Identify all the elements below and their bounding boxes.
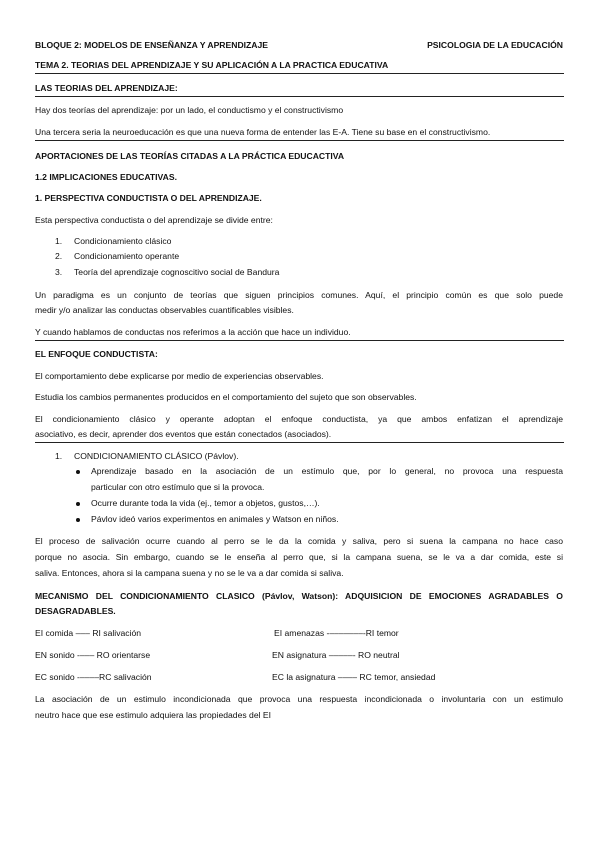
subsection-heading: 1.2 IMPLICACIONES EDUCATIVAS. bbox=[35, 172, 177, 182]
paragraph: saliva. Entonces, ahora si la campana suena y no se le va a dar comida si saliva. bbox=[35, 568, 344, 578]
subsection-heading: 1. PERSPECTIVA CONDUCTISTA O DEL APRENDIZAJE. bbox=[35, 193, 262, 203]
bullet-item: particular con otro estímulo que si la provoca. bbox=[91, 482, 265, 492]
divider bbox=[35, 96, 564, 97]
header-subject: PSICOLOGIA DE LA EDUCACIÓN bbox=[427, 40, 563, 50]
paragraph: asociativo, es decir, aprender dos eventos que están conectados (asociados). bbox=[35, 429, 332, 439]
bullet-icon bbox=[76, 518, 80, 522]
bullet-item: Pávlov ideó varios experimentos en animales y Watson en niños. bbox=[91, 514, 339, 524]
divider bbox=[35, 73, 564, 74]
header-course-block: BLOQUE 2: MODELOS DE ENSEÑANZA Y APRENDIZAJE bbox=[35, 40, 269, 50]
paragraph: Estudia los cambios permanentes producidos en el comportamiento del sujeto que son observables. bbox=[35, 392, 417, 402]
bullet-icon bbox=[76, 470, 80, 474]
list-number: 3. bbox=[55, 267, 63, 277]
mechanism-right: EI amenazas -–––––––-RI temor bbox=[274, 628, 399, 638]
bullet-item: Aprendizaje basado en la asociación de un estímulo que, por lo general, no provoca una respuesta bbox=[91, 466, 563, 476]
paragraph: neutro hace que ese estimulo adquiera las propiedades del EI bbox=[35, 710, 272, 720]
divider bbox=[35, 340, 564, 341]
divider bbox=[35, 140, 564, 141]
mechanism-left: EI comida ––– RI salivación bbox=[35, 628, 142, 638]
list-item: Condicionamiento clásico bbox=[74, 236, 172, 246]
section-heading-aportaciones: APORTACIONES DE LAS TEORÍAS CITADAS A LA PRÁCTICA EDUCACTIVA bbox=[35, 151, 345, 161]
mechanism-left: EC sonido -––––RC salivación bbox=[35, 672, 152, 682]
list-number: 1. bbox=[55, 451, 63, 461]
paragraph: Y cuando hablamos de conductas nos referimos a la acción que hace un individuo. bbox=[35, 327, 351, 337]
section-heading-mecanismo: MECANISMO DEL CONDICIONAMIENTO CLASICO (Pávlov, Watson): ADQUISICION DE EMOCIONES AGRADABLES O bbox=[35, 591, 563, 601]
paragraph: El condicionamiento clásico y operante adoptan el enfoque conductista, ya que ambos enfatizan el aprendizaje bbox=[35, 414, 563, 424]
paragraph: Esta perspectiva conductista o del aprendizaje se divide entre: bbox=[35, 215, 273, 225]
paragraph: El proceso de salivación ocurre cuando al perro se le da la comida y saliva, pero si suena la campana no hace caso bbox=[35, 536, 563, 546]
paragraph: Un paradigma es un conjunto de teorías que siguen principios comunes. Aquí, el principio común es que solo puede bbox=[35, 290, 563, 300]
list-number: 2. bbox=[55, 251, 63, 261]
mechanism-right: EN asignatura –––––- RO neutral bbox=[272, 650, 400, 660]
subsection-heading: CONDICIONAMIENTO CLÁSICO (Pávlov). bbox=[74, 451, 239, 461]
section-heading-teorias: LAS TEORIAS DEL APRENDIZAJE: bbox=[35, 83, 178, 93]
section-heading-mecanismo: DESAGRADABLES. bbox=[35, 606, 116, 616]
mechanism-left: EN sonido -––– RO orientarse bbox=[35, 650, 151, 660]
bullet-icon bbox=[76, 502, 80, 506]
paragraph: Una tercera seria la neuroeducación es que una nueva forma de entender las E-A. Tiene su base en el constructivismo. bbox=[35, 127, 491, 137]
bullet-item: Ocurre durante toda la vida (ej., temor a objetos, gustos,…). bbox=[91, 498, 320, 508]
list-number: 1. bbox=[55, 236, 63, 246]
list-item: Condicionamiento operante bbox=[74, 251, 180, 261]
paragraph: medir y/o analizar las conductas observables cuantificables visibles. bbox=[35, 305, 294, 315]
section-heading-enfoque: EL ENFOQUE CONDUCTISTA: bbox=[35, 349, 158, 359]
paragraph: El comportamiento debe explicarse por medio de experiencias observables. bbox=[35, 371, 324, 381]
list-item: Teoría del aprendizaje cognoscitivo social de Bandura bbox=[74, 267, 280, 277]
tema-title: TEMA 2. TEORIAS DEL APRENDIZAJE Y SU APLICACIÓN A LA PRACTICA EDUCATIVA bbox=[35, 60, 389, 70]
paragraph: porque no asocia. Sin embargo, cuando se le enseña al perro que, si la campana suena, se le va a dar comida, este si bbox=[35, 552, 563, 562]
paragraph: Hay dos teorías del aprendizaje: por un lado, el conductismo y el constructivismo bbox=[35, 105, 344, 115]
mechanism-right: EC la asignatura –––– RC temor, ansiedad bbox=[272, 672, 436, 682]
paragraph: La asociación de un estimulo incondicionada que provoca una respuesta incondicionada o involuntaria con un estimulo bbox=[35, 694, 563, 704]
divider bbox=[35, 442, 564, 443]
